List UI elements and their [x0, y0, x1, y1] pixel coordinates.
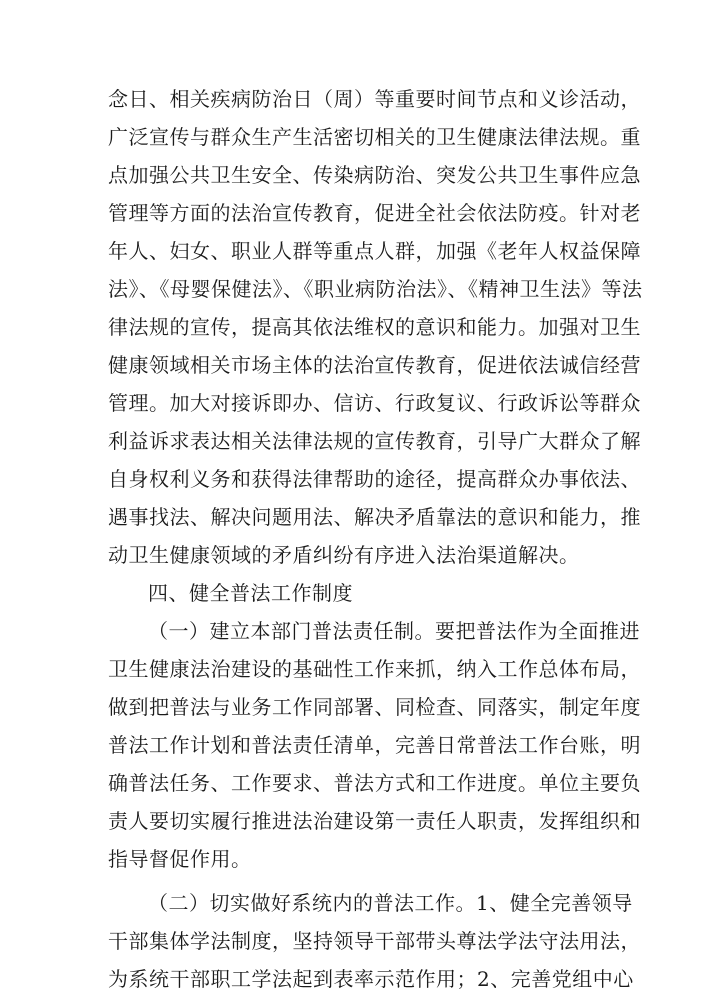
- section-heading: 四、健全普法工作制度: [148, 581, 353, 605]
- text-line: 念日、相关疾病防治日（周）等重要时间节点和义诊活动，: [108, 87, 641, 111]
- text-line: 管理等方面的法治宣传教育，促进全社会依法防疫。针对老: [108, 201, 641, 225]
- text-line: 做到把普法与业务工作同部署、同检查、同落实，制定年度: [108, 695, 641, 719]
- text-line: 干部集体学法制度，坚持领导干部带头尊法学法守法用法，: [108, 929, 641, 953]
- text-line: 管理。加大对接诉即办、信访、行政复议、行政诉讼等群众: [108, 391, 641, 415]
- text-line: 动卫生健康领域的矛盾纠纷有序进入法治渠道解决。: [108, 543, 580, 567]
- text-line: 责人要切实履行推进法治建设第一责任人职责，发挥组织和: [108, 809, 641, 833]
- text-line: 律法规的宣传，提高其依法维权的意识和能力。加强对卫生: [108, 315, 641, 339]
- text-line: 广泛宣传与群众生产生活密切相关的卫生健康法律法规。重: [108, 125, 641, 149]
- text-line: （一）建立本部门普法责任制。要把普法作为全面推进: [148, 619, 640, 643]
- text-line: 利益诉求表达相关法律法规的宣传教育，引导广大群众了解: [108, 429, 641, 453]
- text-line: 普法工作计划和普法责任清单，完善日常普法工作台账，明: [108, 733, 641, 757]
- text-line: 点加强公共卫生安全、传染病防治、突发公共卫生事件应急: [108, 163, 641, 187]
- text-line: 遇事找法、解决问题用法、解决矛盾靠法的意识和能力，推: [108, 505, 641, 529]
- text-line: 确普法任务、工作要求、普法方式和工作进度。单位主要负: [108, 771, 641, 795]
- text-line: 卫生健康法治建设的基础性工作来抓，纳入工作总体布局，: [108, 657, 641, 681]
- text-line: 指导督促作用。: [108, 847, 252, 871]
- text-line: 年人、妇女、职业人群等重点人群，加强《老年人权益保障: [108, 239, 641, 263]
- text-line: 健康领域相关市场主体的法治宣传教育，促进依法诚信经营: [108, 353, 641, 377]
- text-line: 自身权利义务和获得法律帮助的途径，提高群众办事依法、: [108, 467, 641, 491]
- document-body: [108, 80, 643, 998]
- text-line: （二）切实做好系统内的普法工作。1、健全完善领导: [148, 891, 633, 915]
- text-line: 法》、《母婴保健法》、《职业病防治法》、《精神卫生法》等法: [108, 277, 643, 301]
- text-line: 为系统干部职工学法起到表率示范作用；2、完善党组中心: [108, 967, 634, 991]
